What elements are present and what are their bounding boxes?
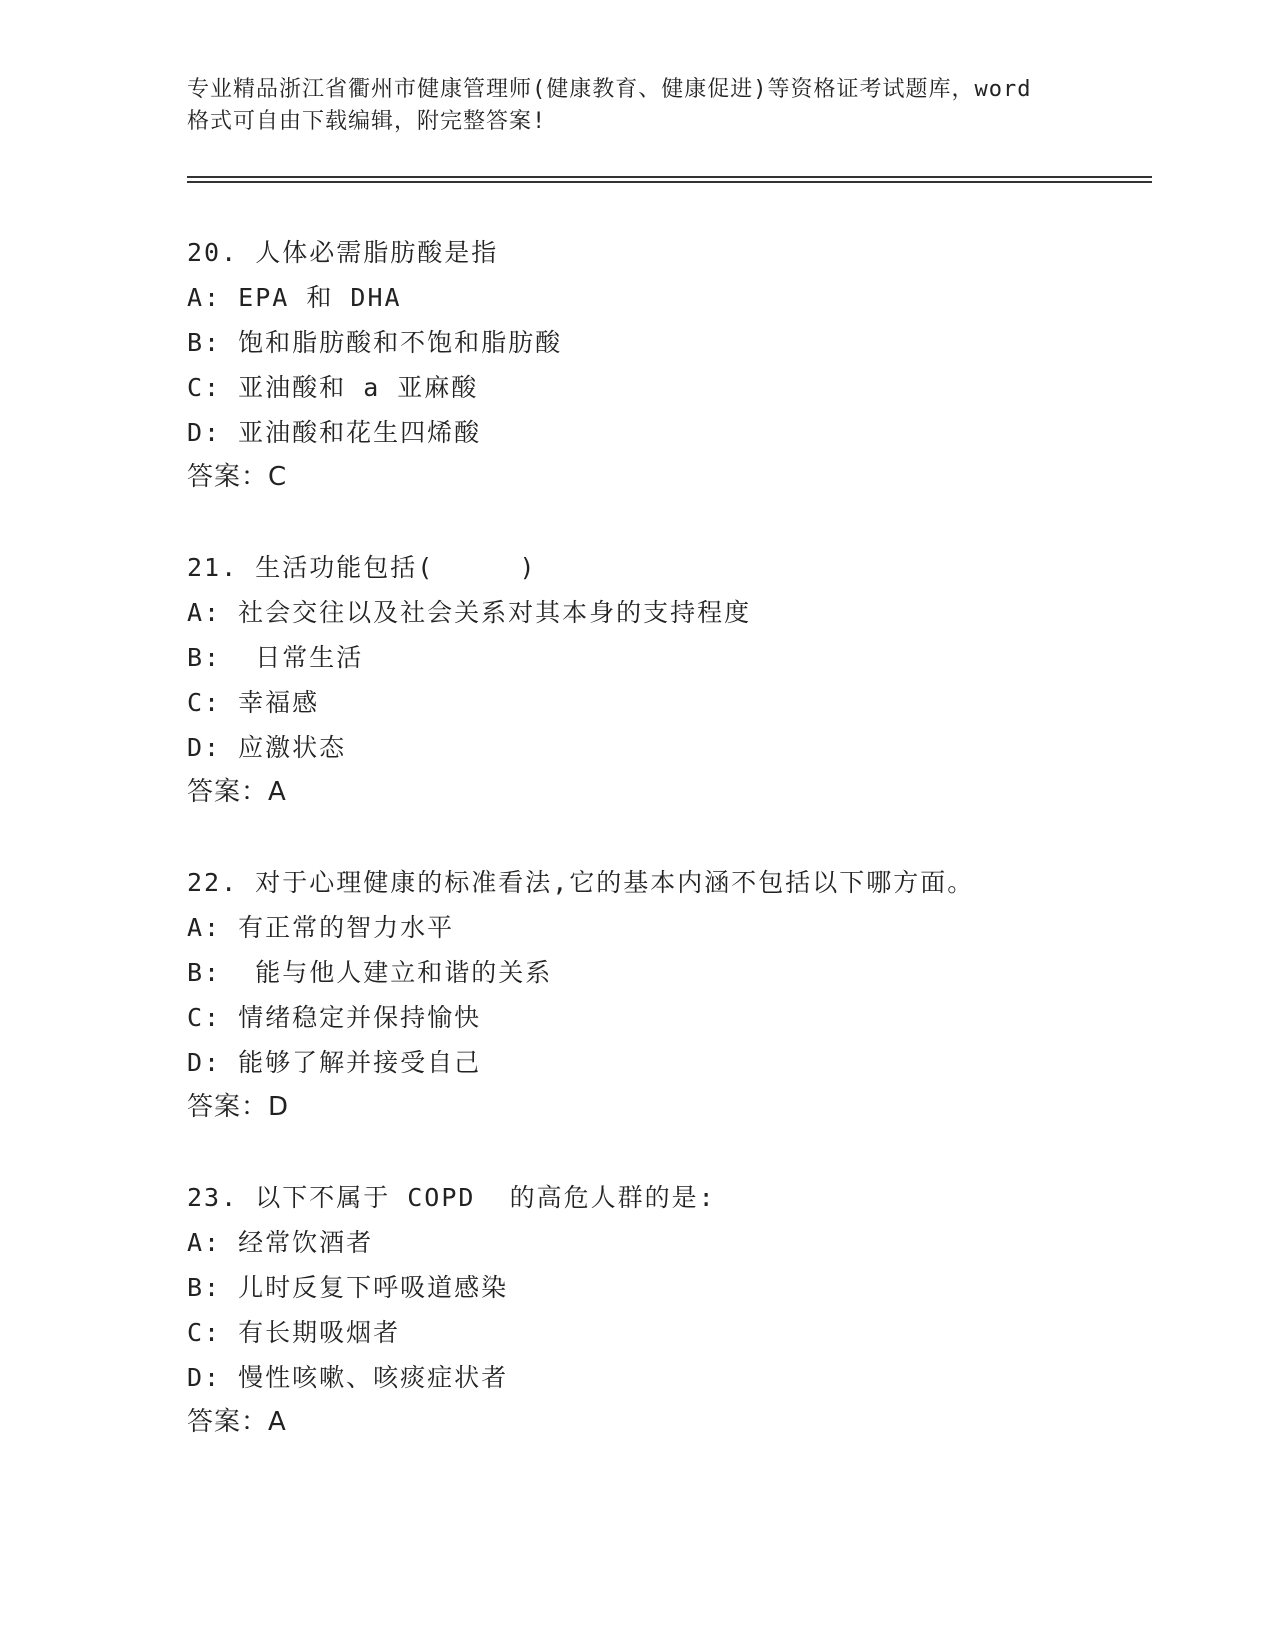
header-divider-top — [187, 176, 1152, 178]
question-stem: 21. 生活功能包括( ) — [187, 553, 537, 582]
option-b: B: 儿时反复下呼吸道感染 — [187, 1273, 509, 1302]
answer-line: 答案：A — [187, 1407, 287, 1437]
question-stem: 22. 对于心理健康的标准看法,它的基本内涵不包括以下哪方面。 — [187, 868, 975, 897]
option-a: A: 有正常的智力水平 — [187, 913, 455, 942]
question-stem: 20. 人体必需脂肪酸是指 — [187, 238, 499, 267]
option-d: D: 慢性咳嗽、咳痰症状者 — [187, 1363, 509, 1392]
option-b: B: 饱和脂肪酸和不饱和脂肪酸 — [187, 328, 563, 357]
answer-line: 答案：D — [187, 1092, 290, 1122]
option-d: D: 能够了解并接受自己 — [187, 1048, 482, 1077]
question-stem: 23. 以下不属于 COPD 的高危人群的是: — [187, 1183, 716, 1212]
option-b: B: 能与他人建立和谐的关系 — [187, 958, 553, 987]
answer-line: 答案：C — [187, 462, 288, 492]
option-c: C: 亚油酸和 a 亚麻酸 — [187, 373, 479, 402]
answer-line: 答案：A — [187, 777, 287, 807]
option-d: D: 亚油酸和花生四烯酸 — [187, 418, 482, 447]
question-block-21 — [187, 545, 1137, 815]
option-c: C: 情绪稳定并保持愉快 — [187, 1003, 482, 1032]
question-block-20 — [187, 230, 1137, 500]
option-c: C: 有长期吸烟者 — [187, 1318, 401, 1347]
document-header — [187, 74, 1087, 138]
question-block-23 — [187, 1175, 1137, 1445]
option-a: A: EPA 和 DHA — [187, 283, 402, 312]
option-a: A: 经常饮酒者 — [187, 1228, 374, 1257]
option-c: C: 幸福感 — [187, 688, 320, 717]
option-d: D: 应激状态 — [187, 733, 347, 762]
header-divider-bottom — [187, 181, 1152, 183]
option-a: A: 社会交往以及社会关系对其本身的支持程度 — [187, 598, 752, 627]
header-line-2: 格式可自由下载编辑，附完整答案! — [187, 109, 547, 134]
question-block-22 — [187, 860, 1137, 1130]
option-b: B: 日常生活 — [187, 643, 364, 672]
header-line-1: 专业精品浙江省衢州市健康管理师(健康教育、健康促进)等资格证考试题库，word — [187, 77, 1032, 102]
